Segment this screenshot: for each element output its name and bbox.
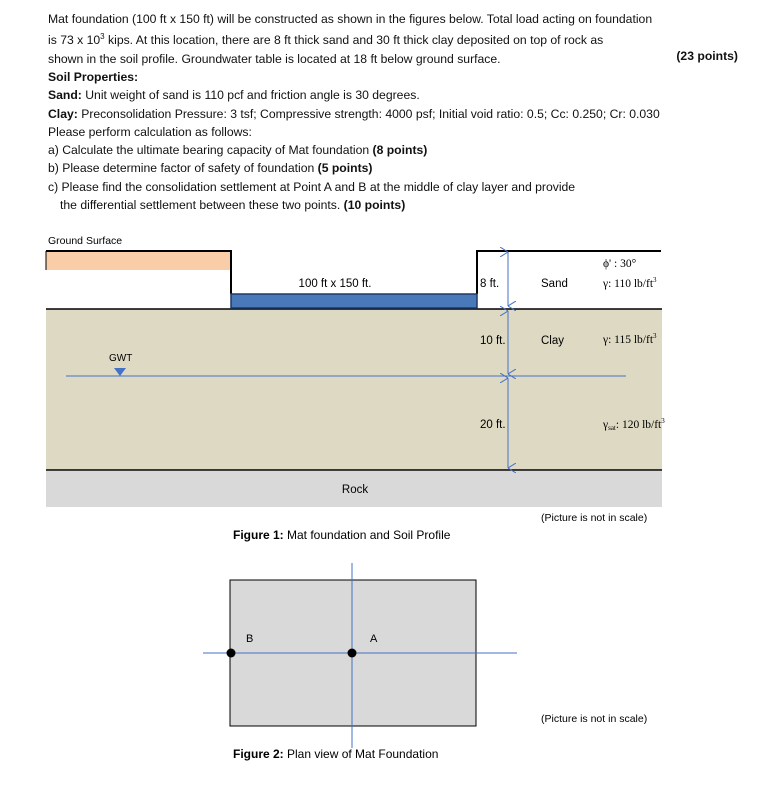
- question-a: a) Calculate the ultimate bearing capacity of Mat foundation (8 points): [48, 143, 428, 158]
- clay-properties: Clay: Preconsolidation Pressure: 3 tsf; Compressive strength: 4000 psf; Initial void ratio: 0.5; Cc: 0.250; Cr: 0.030: [48, 106, 660, 121]
- point-b-label: B: [246, 633, 254, 645]
- figure1-caption: Figure 1: Mat foundation and Soil Profile: [233, 528, 451, 542]
- load-exponent: 3: [100, 32, 105, 42]
- point-a-marker: [348, 649, 357, 658]
- mat-foundation: [231, 294, 477, 308]
- point-a-label: A: [370, 633, 378, 645]
- clay-unit-weight-label: γ: 115 $lb/ft^3$: [603, 332, 657, 346]
- total-points: (23 points): [676, 48, 738, 63]
- question-b: b) Please determine factor of safety of foundation (5 points): [48, 161, 373, 176]
- clay-upper-thickness-label: 10 ft.: [480, 335, 506, 347]
- load-text: is 73 x 10: [48, 33, 101, 48]
- clay-layer-label: Clay: [541, 335, 565, 347]
- soil-properties-heading: Soil Properties:: [48, 69, 139, 84]
- clay-saturated-weight-label: γsat: 120 $lb/ft^3$: [603, 417, 665, 432]
- gwt-label: GWT: [109, 353, 133, 364]
- problem-line-3: shown in the soil profile. Groundwater table is located at 18 ft below ground surface.: [48, 51, 501, 66]
- sand-layer-label: Sand: [541, 278, 568, 290]
- question-c-continued: the differential settlement between these two points. (10 points): [60, 198, 406, 213]
- figure2-not-to-scale: (Picture is not in scale): [541, 713, 648, 725]
- figure2-caption: Figure 2: Plan view of Mat Foundation: [233, 747, 439, 761]
- clay-lower-thickness-label: 20 ft.: [480, 419, 506, 431]
- sand-unit-weight-label: γ: 110 $lb/ft^3$: [603, 276, 657, 290]
- profile-text: kips. At this location, there are 8 ft thick sand and 30 ft thick clay deposited on top of rock as: [104, 33, 604, 48]
- point-b-marker: [227, 649, 236, 658]
- figure1-not-to-scale: (Picture is not in scale): [541, 512, 648, 524]
- clay-layer-fill: [46, 309, 662, 470]
- ground-surface-label: Ground Surface: [48, 235, 123, 247]
- instructions: Please perform calculation as follows:: [48, 124, 252, 139]
- sand-layer-fill: [46, 251, 231, 270]
- mat-size-label: 100 ft x 150 ft.: [298, 278, 372, 290]
- problem-line-1: Mat foundation (100 ft x 150 ft) will be constructed as shown in the figures below. Total load acting on foundation: [48, 12, 653, 26]
- friction-angle-label: ϕ' : 30°: [603, 258, 637, 270]
- question-c: c) Please find the consolidation settlement at Point A and B at the middle of clay layer and provide: [48, 179, 576, 194]
- rock-label: Rock: [341, 484, 369, 496]
- sand-thickness-label: 8 ft.: [480, 278, 500, 290]
- sand-properties: Sand: Unit weight of sand is 110 pcf and friction angle is 30 degrees.: [48, 88, 420, 103]
